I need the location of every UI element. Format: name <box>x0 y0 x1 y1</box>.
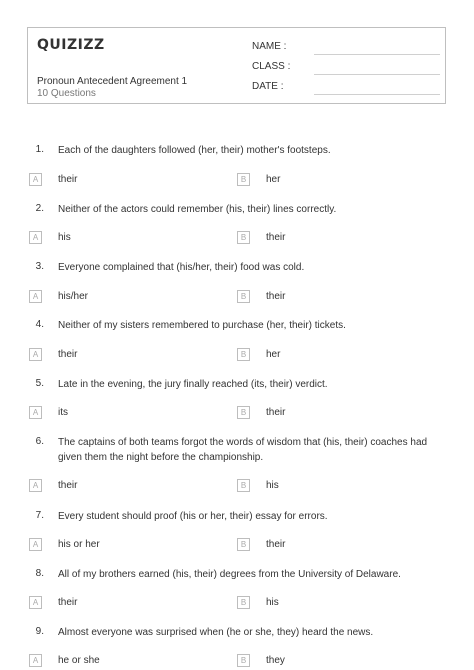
question-text: Neither of the actors could remember (his, their) lines correctly. <box>58 204 337 215</box>
option-b-text: their <box>266 407 286 418</box>
question-text: Late in the evening, the jury finally reached (its, their) verdict. <box>58 379 328 390</box>
option-b-box[interactable]: B <box>237 596 250 609</box>
option-b-box[interactable]: B <box>237 290 250 303</box>
question-number: 5. <box>35 378 44 389</box>
question-number: 9. <box>35 626 44 637</box>
option-a-box[interactable]: A <box>29 173 42 186</box>
option-a-text: their <box>58 349 78 360</box>
option-b-box[interactable]: B <box>237 348 250 361</box>
option-b-box[interactable]: B <box>237 231 250 244</box>
option-b-box[interactable]: B <box>237 173 250 186</box>
option-b-text: her <box>266 349 281 360</box>
option-b-text: his <box>266 597 279 608</box>
question-text: Neither of my sisters remembered to purchase (her, their) tickets. <box>58 320 346 331</box>
option-b-box[interactable]: B <box>237 406 250 419</box>
option-a-text: his/her <box>58 291 89 302</box>
question-number: 4. <box>35 319 44 330</box>
option-b-box[interactable]: B <box>237 479 250 492</box>
option-b-text: their <box>266 539 286 550</box>
question-count: 10 Questions <box>37 88 96 99</box>
quizizz-logo: QUIZIZZ <box>37 37 105 53</box>
option-b-text: their <box>266 232 286 243</box>
option-a-box[interactable]: A <box>29 479 42 492</box>
question-number: 3. <box>35 261 44 272</box>
option-a-box[interactable]: A <box>29 596 42 609</box>
option-b-box[interactable]: B <box>237 538 250 551</box>
question-text: Almost everyone was surprised when (he or she, they) heard the news. <box>58 627 374 638</box>
option-a-text: their <box>58 480 78 491</box>
option-b-text: her <box>266 174 281 185</box>
option-a-text: their <box>58 174 78 185</box>
option-a-box[interactable]: A <box>29 290 42 303</box>
option-b-box[interactable]: B <box>237 654 250 667</box>
option-b-text: they <box>266 655 285 666</box>
option-a-text: their <box>58 597 78 608</box>
option-a-box[interactable]: A <box>29 231 42 244</box>
name-label: NAME : <box>252 41 287 52</box>
question-text: Every student should proof (his or her, their) essay for errors. <box>58 511 328 522</box>
date-label: DATE : <box>252 81 284 92</box>
question-text: All of my brothers earned (his, their) degrees from the University of Delaware. <box>58 569 401 580</box>
option-a-text: his or her <box>58 539 100 550</box>
option-a-box[interactable]: A <box>29 406 42 419</box>
question-number: 6. <box>35 436 44 447</box>
option-a-box[interactable]: A <box>29 654 42 667</box>
question-number: 2. <box>35 203 44 214</box>
option-a-box[interactable]: A <box>29 348 42 361</box>
question-number: 7. <box>35 510 44 521</box>
question-text: The captains of both teams forgot the words of wisdom that (his, their) coaches had given them the night before the championship. <box>58 437 428 463</box>
question-number: 8. <box>35 568 44 579</box>
option-a-box[interactable]: A <box>29 538 42 551</box>
option-a-text: its <box>58 407 68 418</box>
option-a-text: his <box>58 232 71 243</box>
worksheet-title: Pronoun Antecedent Agreement 1 <box>37 76 188 87</box>
option-b-text: their <box>266 291 286 302</box>
class-label: CLASS : <box>252 61 291 72</box>
option-a-text: he or she <box>58 655 100 666</box>
question-text: Everyone complained that (his/her, their) food was cold. <box>58 262 305 273</box>
option-b-text: his <box>266 480 279 491</box>
question-number: 1. <box>35 144 44 155</box>
question-text: Each of the daughters followed (her, their) mother's footsteps. <box>58 145 331 156</box>
